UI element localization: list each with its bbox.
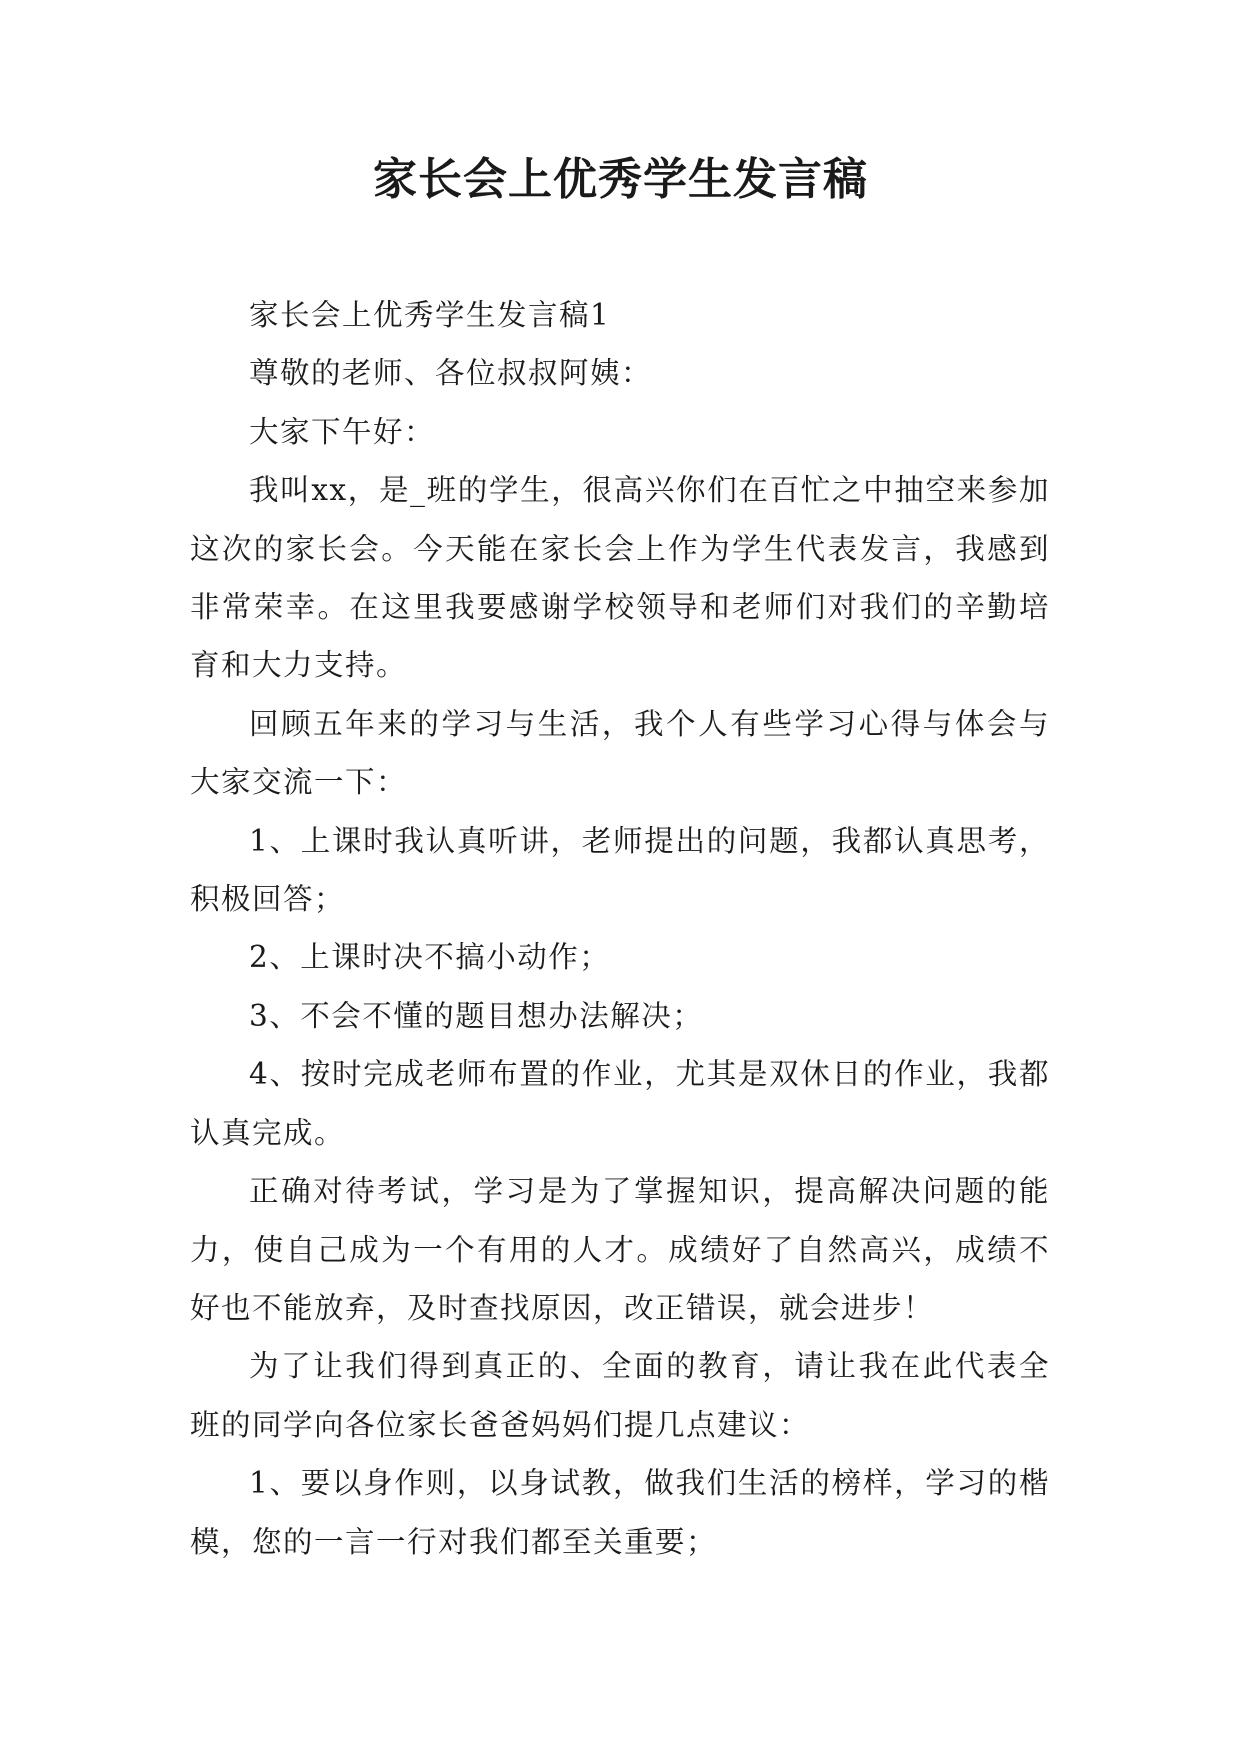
list-item-study-3: 3、不会不懂的题目想办法解决； <box>249 998 704 1033</box>
paragraph-introduction: 我叫xx，是_班的学生，很高兴你们在百忙之中抽空来参加这次的家长会。今天能在家长会上作为学生代表发言，我感到非常荣幸。在这里我要感谢学校领导和老师们对我们的辛勤培育和大力支持。 <box>190 473 1050 683</box>
list-item-suggestion-1: 1、要以身作则，以身试教，做我们生活的榜样，学习的楷模，您的一言一行对我们都至关重要； <box>190 1466 1050 1559</box>
paragraph-exams: 正确对待考试，学习是为了掌握知识，提高解决问题的能力，使自己成为一个有用的人才。成绩好了自然高兴，成绩不好也不能放弃，及时查找原因，改正错误，就会进步！ <box>190 1174 1050 1325</box>
section-heading: 家长会上优秀学生发言稿1 <box>249 298 611 332</box>
document-body <box>190 286 1050 1571</box>
document-title: 家长会上优秀学生发言稿 <box>373 154 868 205</box>
list-item-study-4: 4、按时完成老师布置的作业，尤其是双休日的作业，我都认真完成。 <box>190 1057 1050 1150</box>
list-item-study-2: 2、上课时决不搞小动作； <box>249 940 611 975</box>
list-item-study-1: 1、上课时我认真听讲，老师提出的问题，我都认真思考，积极回答； <box>190 823 1050 917</box>
paragraph-suggestions: 为了让我们得到真正的、全面的教育，请让我在此代表全班的同学向各位家长爸爸妈妈们提几点建议： <box>190 1349 1050 1442</box>
greeting: 大家下午好： <box>249 414 436 449</box>
salutation: 尊敬的老师、各位叔叔阿姨： <box>249 356 653 391</box>
paragraph-review: 回顾五年来的学习与生活，我个人有些学习心得与体会与大家交流一下： <box>190 706 1050 800</box>
